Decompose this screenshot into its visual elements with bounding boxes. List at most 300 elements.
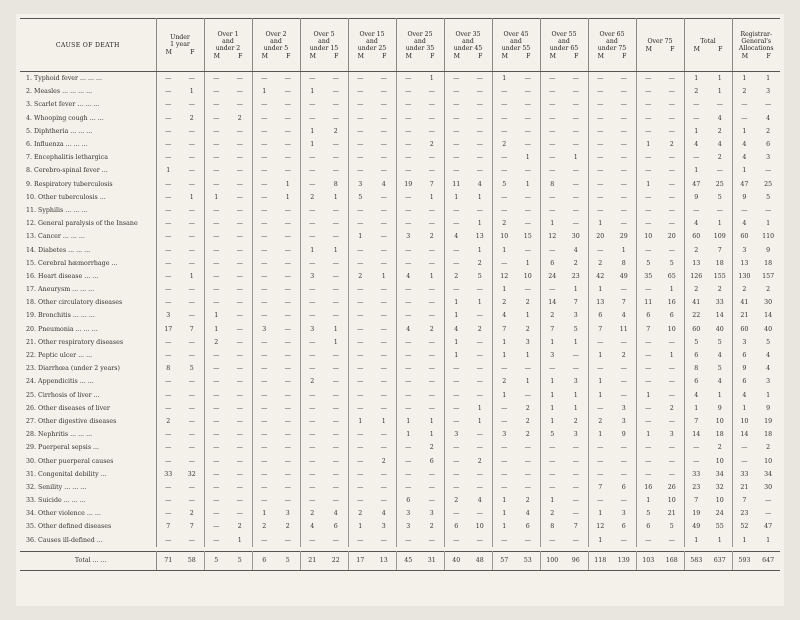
value-cell-pair xyxy=(684,85,732,98)
value-cell: — xyxy=(572,206,579,214)
value-cell: — xyxy=(309,259,316,267)
value-cell-pair xyxy=(684,138,732,151)
value-cell: — xyxy=(357,206,364,214)
value-cell-pair xyxy=(348,204,396,217)
value-cell: — xyxy=(501,536,508,544)
value-cell: 1 xyxy=(742,404,747,412)
value-cell: — xyxy=(428,299,435,307)
value-cell: — xyxy=(357,378,364,386)
table-row xyxy=(20,98,780,111)
value-cell: 1 xyxy=(502,338,507,346)
value-cell: — xyxy=(572,88,579,96)
value-cell-pair xyxy=(492,507,540,520)
value-cell: — xyxy=(645,404,652,412)
value-cell: — xyxy=(165,220,172,228)
value-cell: — xyxy=(549,536,556,544)
value-cell: — xyxy=(309,470,316,478)
value-cell: — xyxy=(213,101,220,109)
value-cell: — xyxy=(716,101,723,109)
value-cell: 3 xyxy=(406,523,411,531)
value-cell-pair xyxy=(492,534,540,547)
value-cell-pair xyxy=(252,178,300,191)
value-cell: — xyxy=(188,141,195,149)
value-cell: — xyxy=(428,286,435,294)
value-cell: — xyxy=(620,457,627,465)
value-cell: — xyxy=(597,127,604,135)
value-cell: — xyxy=(428,312,435,320)
value-cell: — xyxy=(309,352,316,360)
column-header-age-group: Over 55 and under 65 M F xyxy=(540,19,588,72)
value-cell: 13 xyxy=(692,259,701,267)
value-cell-pair xyxy=(588,323,636,336)
value-cell-pair xyxy=(252,468,300,481)
value-cell-pair xyxy=(204,138,252,151)
value-cell-pair xyxy=(396,481,444,494)
value-cell: — xyxy=(284,338,291,346)
value-cell-pair xyxy=(540,349,588,362)
value-cell: — xyxy=(284,259,291,267)
value-cell: — xyxy=(261,127,268,135)
value-cell-pair xyxy=(540,85,588,98)
value-cell: — xyxy=(261,338,268,346)
value-cell: 14 xyxy=(548,299,557,307)
value-cell: — xyxy=(261,259,268,267)
value-cell-pair xyxy=(444,151,492,164)
value-cell-pair xyxy=(444,204,492,217)
value-cell: 7 xyxy=(694,497,699,505)
value-cell: — xyxy=(332,391,339,399)
value-cell: 1 xyxy=(766,391,771,399)
value-cell-pair xyxy=(492,520,540,533)
value-cell: — xyxy=(236,272,243,280)
value-cell: 2 xyxy=(598,259,603,267)
value-cell: 1 xyxy=(477,404,482,412)
value-cell-pair xyxy=(156,85,204,98)
value-cell: 41 xyxy=(740,299,749,307)
value-cell: — xyxy=(453,246,460,254)
value-cell-pair xyxy=(684,283,732,296)
value-cell: 1 xyxy=(285,180,290,188)
value-cell: 3 xyxy=(669,431,674,439)
value-cell: — xyxy=(188,483,195,491)
value-cell-pair xyxy=(444,415,492,428)
value-cell: 21 xyxy=(740,483,749,491)
value-cell-pair xyxy=(636,283,684,296)
value-cell: — xyxy=(572,536,579,544)
value-cell: — xyxy=(572,470,579,478)
value-cell: — xyxy=(380,312,387,320)
value-cell: — xyxy=(357,299,364,307)
value-cell: 6 xyxy=(694,352,699,360)
value-cell: 15 xyxy=(523,233,532,241)
value-cell: 1 xyxy=(285,193,290,201)
value-cell-pair xyxy=(684,468,732,481)
value-cell: 6 xyxy=(598,312,603,320)
value-cell: 1 xyxy=(525,259,530,267)
value-cell-pair xyxy=(300,204,348,217)
value-cell: — xyxy=(236,391,243,399)
value-cell: — xyxy=(405,246,412,254)
value-cell: 19 xyxy=(764,417,773,425)
value-cell: — xyxy=(261,404,268,412)
value-cell-pair xyxy=(252,125,300,138)
value-cell: 18 xyxy=(764,259,773,267)
column-header-age-group: Over 75 M F xyxy=(636,19,684,72)
value-cell-pair xyxy=(348,217,396,230)
value-cell: 1 xyxy=(502,352,507,360)
value-cell: — xyxy=(261,431,268,439)
value-cell-pair xyxy=(684,98,732,111)
value-cell: — xyxy=(668,114,675,122)
value-cell: — xyxy=(597,470,604,478)
value-cell-pair xyxy=(732,468,780,481)
value-cell: — xyxy=(524,127,531,135)
value-cell: — xyxy=(357,259,364,267)
value-cell: 32 xyxy=(715,483,724,491)
value-cell: 1 xyxy=(646,391,651,399)
value-cell: 8 xyxy=(550,180,555,188)
value-cell-pair xyxy=(252,164,300,177)
value-cell: 1 xyxy=(454,352,459,360)
value-cell: 33 xyxy=(164,470,173,478)
value-cell-pair xyxy=(300,309,348,322)
value-cell: — xyxy=(309,233,316,241)
value-cell: 1 xyxy=(742,127,747,135)
value-cell-pair xyxy=(492,85,540,98)
value-cell: — xyxy=(380,75,387,83)
value-cell: 2 xyxy=(573,417,578,425)
value-cell-pair xyxy=(300,178,348,191)
value-cell: — xyxy=(476,88,483,96)
value-cell-pair xyxy=(156,138,204,151)
value-cell: — xyxy=(716,206,723,214)
value-cell: — xyxy=(476,352,483,360)
value-cell: 3 xyxy=(406,510,411,518)
value-cell-pair xyxy=(636,85,684,98)
value-cell-pair xyxy=(396,336,444,349)
value-cell: — xyxy=(380,378,387,386)
value-cell-pair xyxy=(156,296,204,309)
value-cell-pair xyxy=(492,230,540,243)
value-cell-pair xyxy=(396,283,444,296)
value-cell-pair xyxy=(588,72,636,86)
value-cell: 1 xyxy=(502,286,507,294)
value-cell: 1 xyxy=(717,88,722,96)
value-cell-pair xyxy=(444,428,492,441)
value-cell-pair xyxy=(348,164,396,177)
value-cell: — xyxy=(572,141,579,149)
value-cell: — xyxy=(213,352,220,360)
value-cell-pair xyxy=(636,309,684,322)
cause-cell: 8. Cerebro-spinal fever ... xyxy=(20,164,156,177)
value-cell: — xyxy=(332,536,339,544)
value-cell: 6 xyxy=(742,378,747,386)
value-cell-pair xyxy=(732,217,780,230)
value-cell-pair xyxy=(204,85,252,98)
value-cell: — xyxy=(261,220,268,228)
value-cell: 4 xyxy=(742,391,747,399)
value-cell-pair xyxy=(348,270,396,283)
value-cell: — xyxy=(332,497,339,505)
value-cell-pair xyxy=(588,296,636,309)
value-cell: 2 xyxy=(742,88,747,96)
value-cell-pair xyxy=(444,534,492,547)
value-cell-pair xyxy=(348,375,396,388)
value-cell: 2 xyxy=(525,404,530,412)
value-cell: — xyxy=(645,206,652,214)
value-cell: — xyxy=(309,444,316,452)
value-cell-pair xyxy=(492,309,540,322)
value-cell: — xyxy=(597,154,604,162)
value-cell: 1 xyxy=(429,75,434,83)
value-cell: — xyxy=(284,457,291,465)
value-cell: 1 xyxy=(502,391,507,399)
value-cell: — xyxy=(332,417,339,425)
value-cell: 3 xyxy=(358,180,363,188)
value-cell: — xyxy=(645,457,652,465)
value-cell-pair xyxy=(492,428,540,441)
value-cell-pair xyxy=(684,125,732,138)
value-cell: 10 xyxy=(523,272,532,280)
value-cell: — xyxy=(668,193,675,201)
value-cell-pair xyxy=(156,534,204,547)
value-cell: 1 xyxy=(429,193,434,201)
value-cell: 21 xyxy=(308,557,317,565)
value-cell-pair xyxy=(300,362,348,375)
value-cell: 2 xyxy=(310,510,315,518)
value-cell: — xyxy=(572,510,579,518)
value-cell-pair xyxy=(444,551,492,570)
value-cell: — xyxy=(620,497,627,505)
value-cell-pair xyxy=(396,178,444,191)
value-cell: 6 xyxy=(262,557,267,565)
value-cell: 4 xyxy=(406,272,411,280)
value-cell: — xyxy=(357,391,364,399)
value-cell-pair xyxy=(204,270,252,283)
value-cell: 11 xyxy=(644,299,653,307)
value-cell: 637 xyxy=(713,557,726,565)
value-cell: 1 xyxy=(598,286,603,294)
value-cell-pair xyxy=(252,507,300,520)
value-cell-pair xyxy=(732,98,780,111)
value-cell: — xyxy=(668,338,675,346)
value-cell-pair xyxy=(684,362,732,375)
value-cell: — xyxy=(524,483,531,491)
value-cell-pair xyxy=(156,164,204,177)
value-cell: — xyxy=(668,88,675,96)
sex-label-male: M xyxy=(453,52,460,60)
value-cell: — xyxy=(332,352,339,360)
value-cell: 58 xyxy=(187,557,196,565)
value-cell-pair xyxy=(636,336,684,349)
value-cell: — xyxy=(668,391,675,399)
value-cell-pair xyxy=(684,217,732,230)
table-row xyxy=(20,428,780,441)
value-cell: 24 xyxy=(715,510,724,518)
sex-label-male: M xyxy=(165,49,172,56)
value-cell: — xyxy=(453,286,460,294)
value-cell: — xyxy=(549,88,556,96)
value-cell: — xyxy=(213,167,220,175)
value-cell-pair xyxy=(588,454,636,467)
value-cell: 2 xyxy=(669,141,674,149)
value-cell-pair xyxy=(732,551,780,570)
value-cell: — xyxy=(476,338,483,346)
value-cell-pair xyxy=(204,441,252,454)
value-cell: — xyxy=(428,365,435,373)
value-cell-pair xyxy=(252,336,300,349)
value-cell: 7 xyxy=(717,246,722,254)
value-cell-pair xyxy=(732,283,780,296)
value-cell: — xyxy=(597,457,604,465)
value-cell-pair xyxy=(444,72,492,86)
value-cell-pair xyxy=(636,507,684,520)
value-cell: 1 xyxy=(477,220,482,228)
value-cell: — xyxy=(524,167,531,175)
sex-label-male: M xyxy=(645,45,652,53)
value-cell: — xyxy=(453,154,460,162)
column-header-age-group: Over 65 and under 75 M F xyxy=(588,19,636,72)
value-cell-pair xyxy=(636,481,684,494)
value-cell-pair xyxy=(348,481,396,494)
value-cell-pair xyxy=(396,138,444,151)
value-cell: 10 xyxy=(715,497,724,505)
value-cell: — xyxy=(453,404,460,412)
value-cell: — xyxy=(236,470,243,478)
value-cell-pair xyxy=(540,481,588,494)
value-cell: 2 xyxy=(717,444,722,452)
value-cell-pair xyxy=(156,151,204,164)
value-cell-pair xyxy=(444,243,492,256)
value-cell-pair xyxy=(684,72,732,86)
table-row xyxy=(20,243,780,256)
value-cell-pair xyxy=(396,362,444,375)
value-cell-pair xyxy=(444,164,492,177)
value-cell: 1 xyxy=(742,167,747,175)
value-cell: 155 xyxy=(713,272,726,280)
value-cell: — xyxy=(165,272,172,280)
value-cell-pair xyxy=(444,520,492,533)
value-cell: — xyxy=(549,154,556,162)
value-cell: — xyxy=(597,444,604,452)
value-cell-pair xyxy=(156,551,204,570)
value-cell: — xyxy=(668,470,675,478)
value-cell: — xyxy=(188,286,195,294)
value-cell-pair xyxy=(156,323,204,336)
value-cell: — xyxy=(428,127,435,135)
value-cell: — xyxy=(357,246,364,254)
value-cell: — xyxy=(213,523,220,531)
value-cell: — xyxy=(645,470,652,478)
value-cell-pair xyxy=(540,494,588,507)
value-cell: — xyxy=(261,312,268,320)
value-cell: 33 xyxy=(692,470,701,478)
value-cell: — xyxy=(261,457,268,465)
value-cell: 1 xyxy=(717,391,722,399)
value-cell: 2 xyxy=(189,114,194,122)
value-cell: 2 xyxy=(502,220,507,228)
value-cell: 53 xyxy=(523,557,532,565)
value-cell: — xyxy=(380,246,387,254)
value-cell-pair xyxy=(444,283,492,296)
value-cell: 9 xyxy=(717,404,722,412)
value-cell-pair xyxy=(732,362,780,375)
value-cell: — xyxy=(309,154,316,162)
value-cell: 4 xyxy=(477,497,482,505)
value-cell: — xyxy=(428,101,435,109)
value-cell: — xyxy=(284,417,291,425)
value-cell: — xyxy=(405,286,412,294)
value-cell-pair xyxy=(252,441,300,454)
value-cell: 14 xyxy=(715,312,724,320)
value-cell-pair xyxy=(300,468,348,481)
cause-cell: 2. Measles ... ... ... ... xyxy=(20,85,156,98)
value-cell-pair xyxy=(348,85,396,98)
value-cell-pair xyxy=(300,534,348,547)
value-cell-pair xyxy=(540,257,588,270)
value-cell-pair xyxy=(492,296,540,309)
value-cell: — xyxy=(380,391,387,399)
value-cell: 7 xyxy=(646,325,651,333)
value-cell: 17 xyxy=(356,557,365,565)
value-cell-pair xyxy=(540,454,588,467)
value-cell: — xyxy=(405,352,412,360)
value-cell: 1 xyxy=(454,193,459,201)
value-cell: 118 xyxy=(594,557,607,565)
value-cell-pair xyxy=(252,534,300,547)
value-cell: 60 xyxy=(692,233,701,241)
value-cell: — xyxy=(693,101,700,109)
value-cell-pair xyxy=(204,520,252,533)
value-cell-pair xyxy=(636,178,684,191)
value-cell: 4 xyxy=(766,352,771,360)
value-cell-pair xyxy=(636,138,684,151)
value-cell: — xyxy=(236,154,243,162)
value-cell-pair xyxy=(444,85,492,98)
value-cell: — xyxy=(236,338,243,346)
value-cell: 8 xyxy=(550,523,555,531)
value-cell-pair xyxy=(396,323,444,336)
value-cell-pair xyxy=(348,178,396,191)
value-cell: 3 xyxy=(454,431,459,439)
value-cell: 1 xyxy=(717,536,722,544)
value-cell: 126 xyxy=(690,272,703,280)
value-cell: — xyxy=(261,391,268,399)
value-cell: — xyxy=(188,233,195,241)
value-cell: 1 xyxy=(573,338,578,346)
value-cell: 5 xyxy=(214,557,219,565)
value-cell: 1 xyxy=(573,154,578,162)
value-cell: 1 xyxy=(333,246,338,254)
value-cell: 6 xyxy=(525,523,530,531)
value-cell: — xyxy=(380,101,387,109)
value-cell: — xyxy=(405,101,412,109)
value-cell: 130 xyxy=(738,272,751,280)
value-cell: — xyxy=(524,246,531,254)
value-cell: — xyxy=(620,536,627,544)
value-cell: 2 xyxy=(502,378,507,386)
value-cell: — xyxy=(284,497,291,505)
value-cell: 3 xyxy=(621,510,626,518)
value-cell-pair xyxy=(396,520,444,533)
cause-cell: 14. Diabetes ... ... ... xyxy=(20,243,156,256)
value-cell: — xyxy=(428,88,435,96)
value-cell: — xyxy=(428,154,435,162)
value-cell: 1 xyxy=(381,272,386,280)
cause-cell: 9. Respiratory tuberculosis xyxy=(20,178,156,191)
value-cell: 1 xyxy=(214,312,219,320)
value-cell-pair xyxy=(204,336,252,349)
